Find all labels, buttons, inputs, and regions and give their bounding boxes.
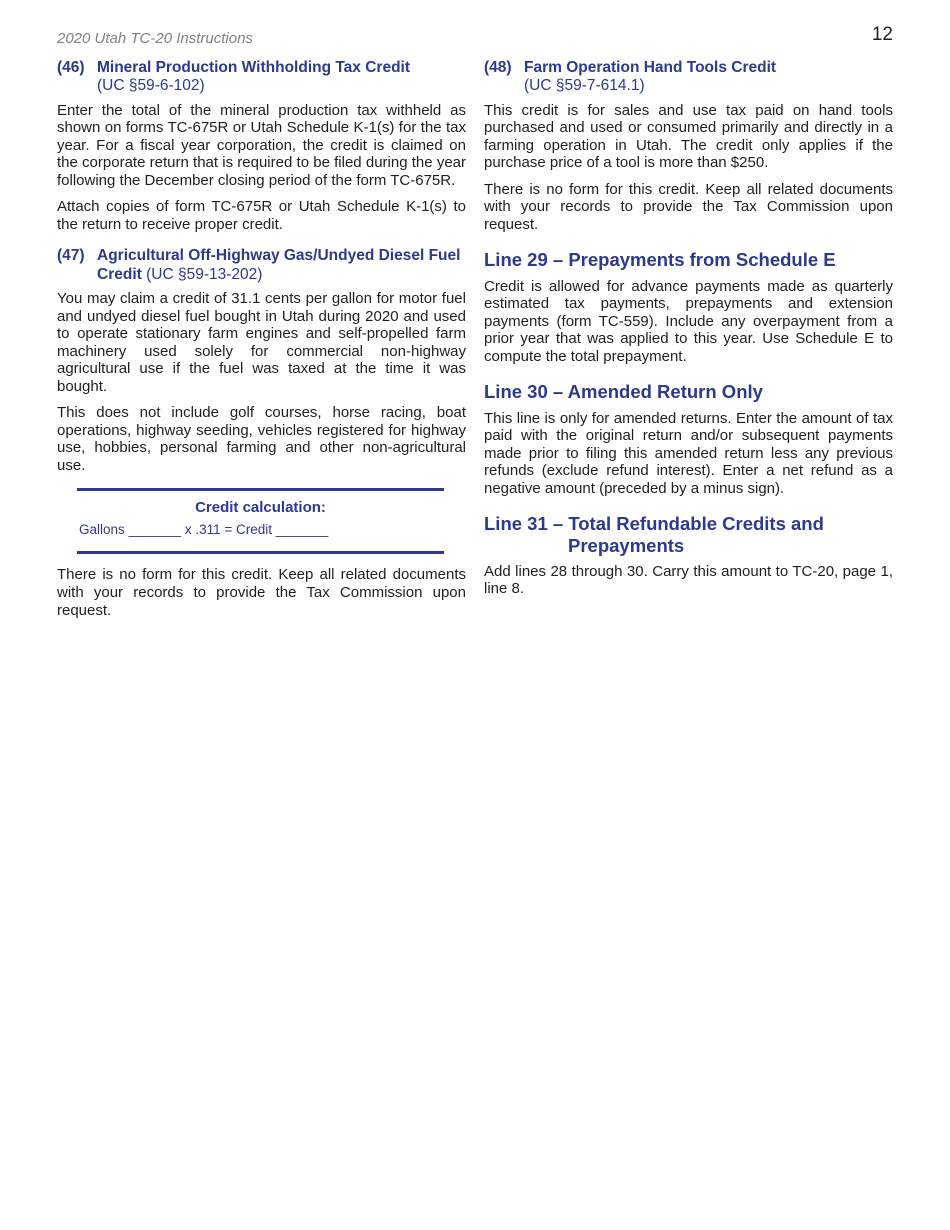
paragraph: This credit is for sales and use tax paid on hand tools purchased and used or consumed primarily and directly in a farming operation in Utah. The credit only applies if the purchase price of a tool is more than $250. xyxy=(484,101,893,172)
credit-box-title: Credit calculation: xyxy=(195,499,326,517)
section-46-number: (46) xyxy=(57,59,85,76)
section-47-heading xyxy=(57,247,466,284)
paragraph: This line is only for amended returns. Enter the amount of tax paid with the original return and/or subsequent payments made prior to filing this amended return less any previous refunds (exclude refund interest). Enter a net refund as a negative amount (preceded by a minus sign). xyxy=(484,409,893,497)
paragraph: Add lines 28 through 30. Carry this amount to TC-20, page 1, line 8. xyxy=(484,562,893,598)
paragraph: This does not include golf courses, horse racing, boat operations, highway seeding, vehicles registered for highway use, hobbies, personal farming and other non-agricultural use. xyxy=(57,404,466,474)
section-48-heading-body xyxy=(524,59,893,96)
credit-calculation-box xyxy=(77,488,444,554)
paragraph: Credit is allowed for advance payments made as quarterly estimated tax payments, prepayments and extension payments (form TC-559). Include any overpayment from a prior year that was applied to this year. Use Schedule E to compute the total prepayment. xyxy=(484,277,893,365)
credit-box-formula: Gallons _______ x .311 = Credit _______ xyxy=(79,522,329,538)
paragraph: There is no form for this credit. Keep all related documents with your records to provide the Tax Commission upon request. xyxy=(57,566,466,619)
section-47-citation: (UC §59-13-202) xyxy=(146,265,263,283)
page-header xyxy=(57,24,893,47)
document-title: 2020 Utah TC-20 Instructions xyxy=(57,30,253,47)
paragraph: There is no form for this credit. Keep all related documents with your records to provide the Tax Commission upon request. xyxy=(484,180,893,233)
section-48-heading xyxy=(484,59,893,96)
line-29-heading: Line 29 – Prepayments from Schedule E xyxy=(484,249,836,271)
section-48-title: Farm Operation Hand Tools Credit xyxy=(524,59,777,76)
section-46-citation: (UC §59-6-102) xyxy=(97,77,205,95)
line-30-heading: Line 30 – Amended Return Only xyxy=(484,381,763,403)
two-column-layout xyxy=(57,59,893,628)
section-48-citation: (UC §59-7-614.1) xyxy=(524,77,645,95)
section-46-title: Mineral Production Withholding Tax Credit xyxy=(97,59,411,76)
section-47-heading-body xyxy=(97,247,466,284)
paragraph: You may claim a credit of 31.1 cents per gallon for motor fuel and undyed diesel fuel bought in Utah during 2020 and used to operate stationary farm engines and self-propelled farm machinery used solely for commercial non-highway agricultural use if the fuel was taxed at the time it was bought. xyxy=(57,289,466,395)
page-number: 12 xyxy=(871,24,893,45)
paragraph: Attach copies of form TC-675R or Utah Schedule K-1(s) to the return to receive proper credit. xyxy=(57,198,466,233)
line-31-heading: Line 31 – Total Refundable Credits and Prepayments xyxy=(484,513,824,556)
right-column xyxy=(484,59,893,628)
section-46-heading-body xyxy=(97,59,466,96)
section-46-heading xyxy=(57,59,466,96)
left-column xyxy=(57,59,466,628)
paragraph: Enter the total of the mineral production tax withheld as shown on forms TC-675R or Utah Schedule K-1(s) for the tax year. For a fiscal year corporation, the credit is claimed on the corporate return that is required to be filed during the year following the December closing period of the form TC-675R. xyxy=(57,101,466,189)
section-47-title: Agricultural Off-Highway Gas/Undyed Diesel Fuel Credit xyxy=(97,247,461,283)
section-48-number: (48) xyxy=(484,59,512,76)
section-47-number: (47) xyxy=(57,247,85,265)
